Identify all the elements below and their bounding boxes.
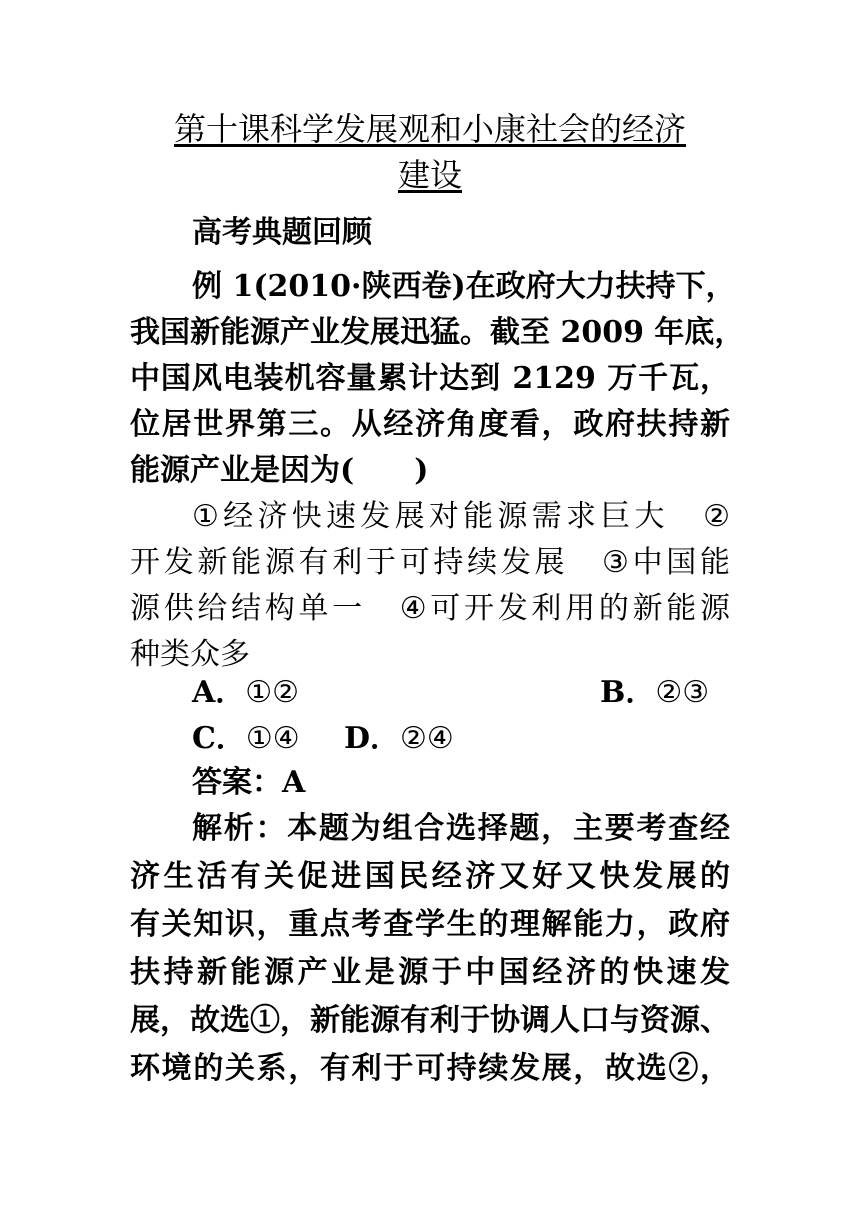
option-d-label: D． (344, 721, 401, 756)
option-b (600, 670, 709, 716)
option-c-label: C． (192, 721, 246, 756)
option-a-label: A． (192, 675, 246, 710)
page-title-line-2: 建设 (397, 156, 462, 194)
page-title-line-1: 第十课科学发展观和小康社会的经济 (173, 110, 686, 148)
analysis-line-3: 有关知识，重点考查学生的理解能力，政府 (130, 907, 730, 942)
question-line-3: 中国风电装机容量累计达到 2129 万千瓦， (130, 361, 730, 396)
option-d (344, 716, 454, 762)
statements-line-2: 开发新能源有利于可持续发展 ③中国能 (130, 545, 730, 580)
answer-label: 答案： (192, 765, 282, 800)
answer-value: A (282, 765, 306, 800)
question-line-5: 能源产业是因为( ) (130, 453, 429, 488)
question-line-4: 位居世界第三。从经济角度看，政府扶持新 (130, 407, 730, 442)
question-line-1: 例 1(2010·陕西卷)在政府大力扶持下， (192, 269, 736, 304)
question-line-2: 我国新能源产业发展迅猛。截至 2009 年底， (130, 315, 745, 350)
option-c-value: ①④ (245, 721, 300, 756)
statements-line-3: 源供给结构单一 ④可开发利用的新能源 (130, 591, 730, 626)
section-heading: 高考典题回顾 (192, 215, 372, 250)
statements-line-1: ①经济快速发展对能源需求巨大 ② (192, 499, 730, 534)
analysis-line-4: 扶持新能源产业是源于中国经济的快速发 (130, 955, 730, 990)
option-b-value: ②③ (655, 675, 710, 710)
option-a-value: ①② (245, 675, 300, 710)
analysis-line-5: 展，故选①，新能源有利于协调人口与资源、 (130, 1003, 730, 1038)
analysis-line-2: 济生活有关促进国民经济又好又快发展的 (130, 859, 730, 894)
statements-line-4: 种类众多 (130, 637, 250, 672)
analysis-line-6: 环境的关系，有利于可持续发展，故选②， (130, 1051, 730, 1086)
option-c (192, 716, 300, 762)
analysis-line-1: 解析：本题为组合选择题，主要考查经 (192, 811, 730, 846)
answer-line (192, 760, 730, 806)
option-a (192, 670, 299, 716)
option-d-value: ②④ (400, 721, 454, 756)
option-b-label: B． (600, 675, 656, 710)
